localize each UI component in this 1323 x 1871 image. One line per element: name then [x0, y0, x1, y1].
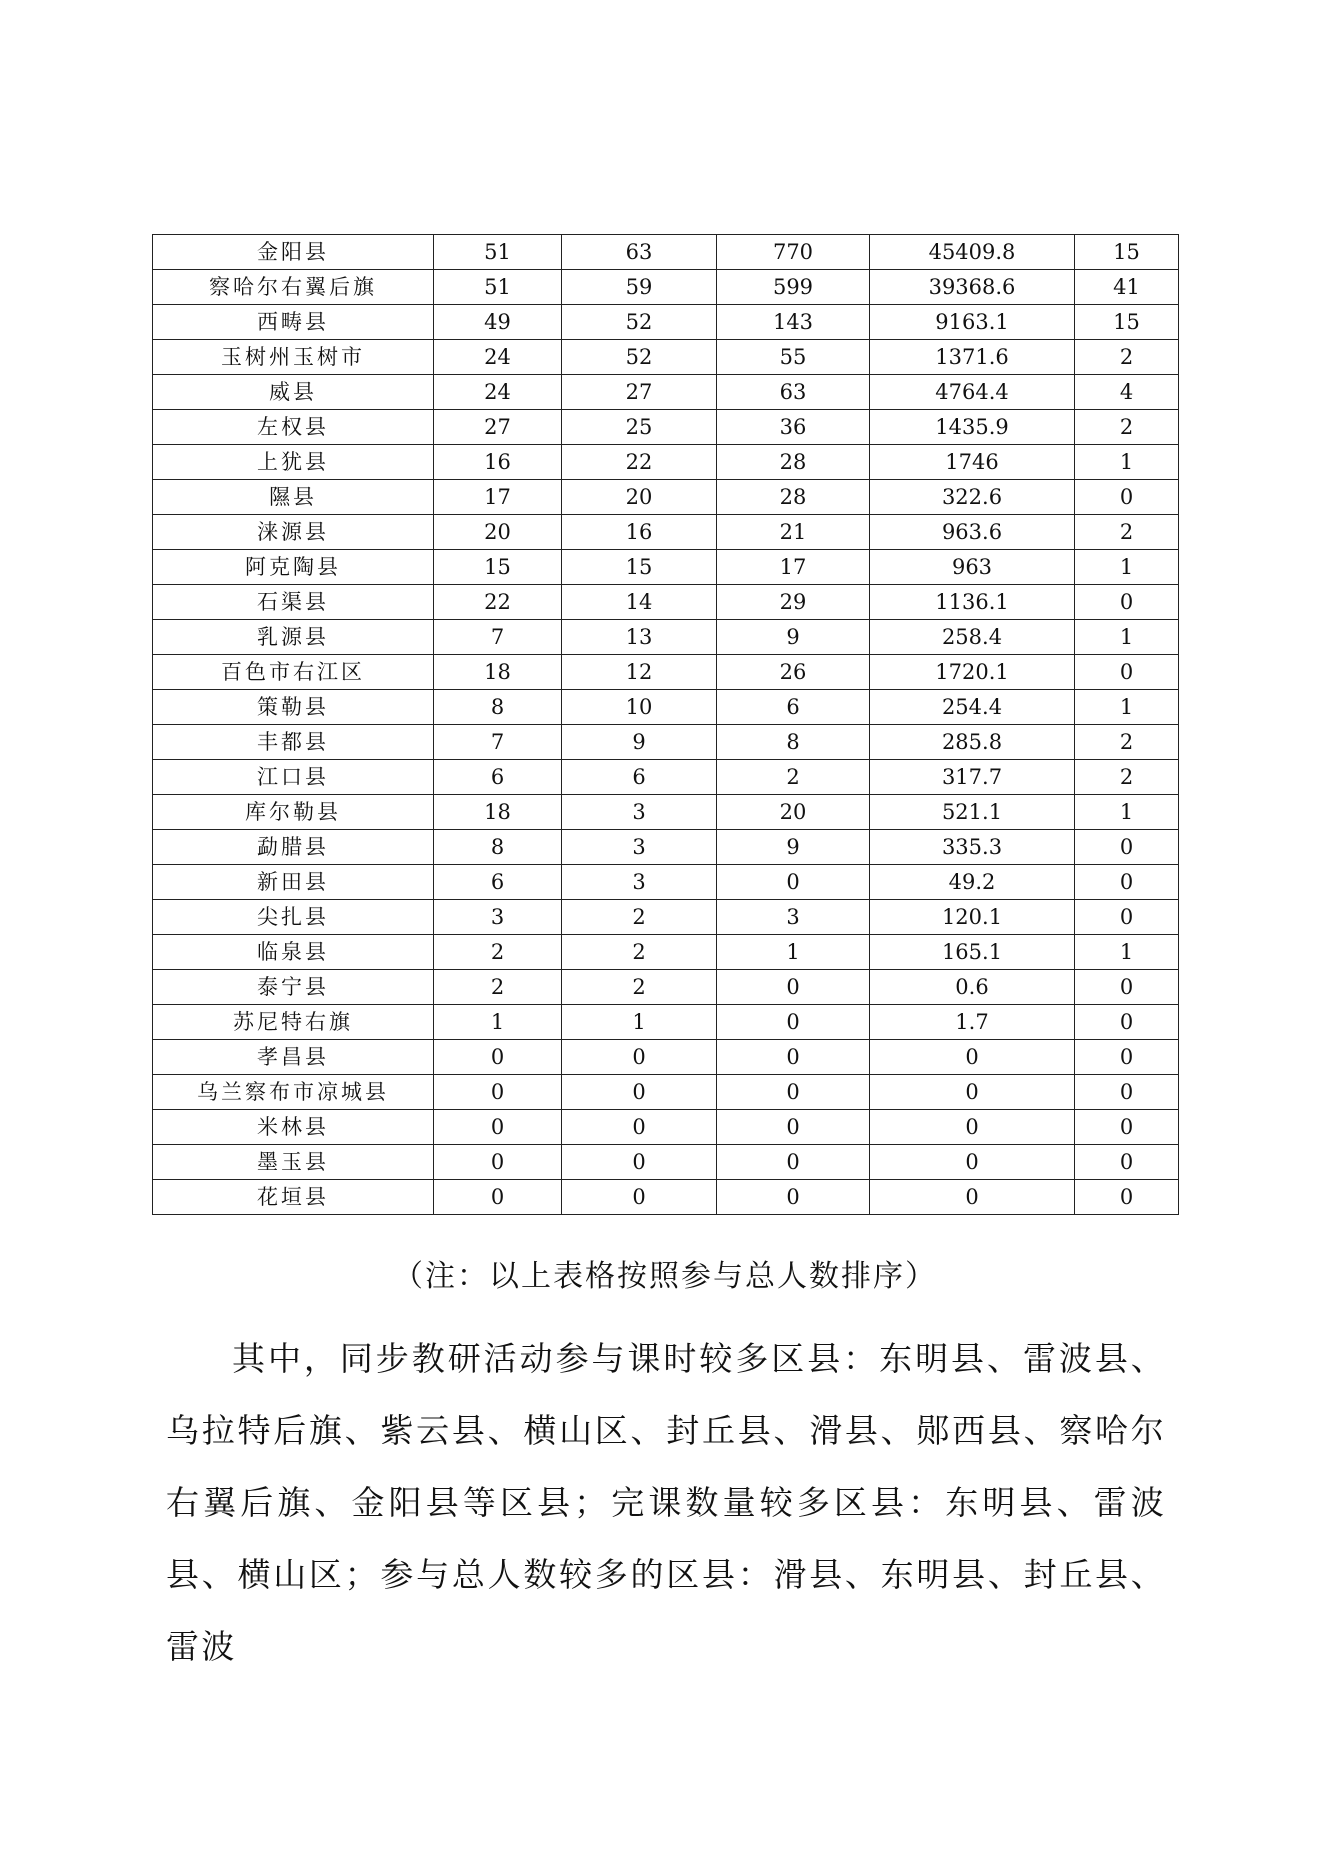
table-row: [153, 830, 1179, 865]
table-cell: 21: [717, 515, 870, 550]
table-row: [153, 235, 1179, 270]
table-cell: 963: [870, 550, 1075, 585]
table-cell: 322.6: [870, 480, 1075, 515]
county-name-cell: 江口县: [153, 760, 434, 795]
table-cell: 0: [1075, 865, 1179, 900]
table-cell: 599: [717, 270, 870, 305]
table-cell: 7: [434, 725, 562, 760]
table-cell: 27: [434, 410, 562, 445]
table-row: [153, 305, 1179, 340]
table-cell: 521.1: [870, 795, 1075, 830]
county-name-cell: 策勒县: [153, 690, 434, 725]
table-row: [153, 865, 1179, 900]
county-name-cell: 临泉县: [153, 935, 434, 970]
county-stats-table: [152, 234, 1179, 1215]
table-cell: 10: [562, 690, 717, 725]
table-cell: 8: [434, 830, 562, 865]
table-cell: 1371.6: [870, 340, 1075, 375]
table-cell: 52: [562, 340, 717, 375]
table-cell: 36: [717, 410, 870, 445]
table-cell: 41: [1075, 270, 1179, 305]
table-cell: 1720.1: [870, 655, 1075, 690]
table-cell: 0: [562, 1040, 717, 1075]
table-cell: 45409.8: [870, 235, 1075, 270]
county-name-cell: 新田县: [153, 865, 434, 900]
table-cell: 51: [434, 270, 562, 305]
table-cell: 0: [717, 1005, 870, 1040]
table-cell: 63: [562, 235, 717, 270]
table-row: [153, 1075, 1179, 1110]
table-cell: 2: [434, 970, 562, 1005]
table-cell: 1: [717, 935, 870, 970]
table-cell: 26: [717, 655, 870, 690]
summary-paragraph: 其中，同步教研活动参与课时较多区县：东明县、雷波县、乌拉特后旗、紫云县、横山区、封丘县、滑县、郧西县、察哈尔右翼后旗、金阳县等区县；完课数量较多区县：东明县、雷波县、横山区；参与总人数较多的区县：滑县、东明县、封丘县、雷波: [166, 1339, 1166, 1666]
table-cell: 0: [870, 1145, 1075, 1180]
table-cell: 2: [717, 760, 870, 795]
table-cell: 0: [870, 1180, 1075, 1215]
table-row: [153, 340, 1179, 375]
county-name-cell: 隰县: [153, 480, 434, 515]
table-cell: 165.1: [870, 935, 1075, 970]
table-cell: 0: [434, 1075, 562, 1110]
table-cell: 29: [717, 585, 870, 620]
table-cell: 6: [434, 865, 562, 900]
table-row: [153, 410, 1179, 445]
county-name-cell: 察哈尔右翼后旗: [153, 270, 434, 305]
table-cell: 1: [1075, 795, 1179, 830]
table-cell: 1: [1075, 550, 1179, 585]
table-note: （注：以上表格按照参与总人数排序）: [393, 1259, 937, 1294]
table-cell: 22: [562, 445, 717, 480]
table-row: [153, 690, 1179, 725]
table-cell: 0: [1075, 480, 1179, 515]
county-name-cell: 阿克陶县: [153, 550, 434, 585]
table-row: [153, 375, 1179, 410]
table-cell: 15: [434, 550, 562, 585]
table-cell: 0: [434, 1110, 562, 1145]
table-cell: 0: [1075, 830, 1179, 865]
table-cell: 2: [1075, 340, 1179, 375]
table-cell: 59: [562, 270, 717, 305]
table-row: [153, 1145, 1179, 1180]
county-name-cell: 玉树州玉树市: [153, 340, 434, 375]
table-body: [153, 235, 1179, 1215]
table-cell: 0.6: [870, 970, 1075, 1005]
table-cell: 49.2: [870, 865, 1075, 900]
table-cell: 0: [1075, 970, 1179, 1005]
table-cell: 0: [434, 1040, 562, 1075]
table-cell: 6: [562, 760, 717, 795]
table-row: [153, 550, 1179, 585]
table-cell: 12: [562, 655, 717, 690]
table-cell: 28: [717, 480, 870, 515]
table-cell: 6: [717, 690, 870, 725]
table-cell: 20: [434, 515, 562, 550]
table-cell: 0: [870, 1040, 1075, 1075]
table-cell: 0: [1075, 1005, 1179, 1040]
county-name-cell: 孝昌县: [153, 1040, 434, 1075]
table-cell: 9163.1: [870, 305, 1075, 340]
table-row: [153, 620, 1179, 655]
table-cell: 1136.1: [870, 585, 1075, 620]
table-row: [153, 515, 1179, 550]
table-cell: 3: [717, 900, 870, 935]
table-cell: 0: [717, 1110, 870, 1145]
table-cell: 63: [717, 375, 870, 410]
table-cell: 2: [434, 935, 562, 970]
table-row: [153, 270, 1179, 305]
table-cell: 1.7: [870, 1005, 1075, 1040]
table-row: [153, 1005, 1179, 1040]
table-row: [153, 900, 1179, 935]
table-cell: 1: [1075, 690, 1179, 725]
county-name-cell: 威县: [153, 375, 434, 410]
table-cell: 2: [562, 970, 717, 1005]
table-cell: 0: [717, 1145, 870, 1180]
table-cell: 0: [870, 1075, 1075, 1110]
table-cell: 1: [434, 1005, 562, 1040]
table-cell: 9: [562, 725, 717, 760]
table-cell: 0: [1075, 655, 1179, 690]
table-cell: 1: [1075, 935, 1179, 970]
county-name-cell: 尖扎县: [153, 900, 434, 935]
county-name-cell: 丰都县: [153, 725, 434, 760]
table-cell: 3: [434, 900, 562, 935]
table-cell: 2: [1075, 515, 1179, 550]
table-cell: 39368.6: [870, 270, 1075, 305]
county-name-cell: 泰宁县: [153, 970, 434, 1005]
table-cell: 55: [717, 340, 870, 375]
county-name-cell: 百色市右江区: [153, 655, 434, 690]
table-cell: 1: [562, 1005, 717, 1040]
table-cell: 4764.4: [870, 375, 1075, 410]
table-cell: 14: [562, 585, 717, 620]
table-cell: 0: [562, 1110, 717, 1145]
table-cell: 20: [562, 480, 717, 515]
table-cell: 15: [1075, 235, 1179, 270]
table-cell: 51: [434, 235, 562, 270]
table-row: [153, 1180, 1179, 1215]
table-row: [153, 970, 1179, 1005]
county-name-cell: 石渠县: [153, 585, 434, 620]
table-cell: 18: [434, 795, 562, 830]
table-cell: 7: [434, 620, 562, 655]
table-cell: 0: [717, 1075, 870, 1110]
table-cell: 0: [717, 865, 870, 900]
table-cell: 2: [562, 935, 717, 970]
table-cell: 0: [1075, 1040, 1179, 1075]
table-cell: 963.6: [870, 515, 1075, 550]
table-cell: 2: [1075, 410, 1179, 445]
table-cell: 17: [717, 550, 870, 585]
table-cell: 16: [434, 445, 562, 480]
county-name-cell: 花垣县: [153, 1180, 434, 1215]
table-cell: 24: [434, 375, 562, 410]
table-cell: 258.4: [870, 620, 1075, 655]
table-row: [153, 1110, 1179, 1145]
table-cell: 2: [1075, 760, 1179, 795]
table-row: [153, 725, 1179, 760]
table-cell: 16: [562, 515, 717, 550]
county-name-cell: 左权县: [153, 410, 434, 445]
table-cell: 15: [1075, 305, 1179, 340]
table-cell: 9: [717, 620, 870, 655]
table-cell: 143: [717, 305, 870, 340]
table-cell: 18: [434, 655, 562, 690]
table-cell: 1: [1075, 445, 1179, 480]
county-name-cell: 苏尼特右旗: [153, 1005, 434, 1040]
county-name-cell: 库尔勒县: [153, 795, 434, 830]
table-cell: 0: [1075, 1075, 1179, 1110]
table-row: [153, 795, 1179, 830]
table-cell: 2: [562, 900, 717, 935]
table-cell: 0: [562, 1145, 717, 1180]
table-cell: 120.1: [870, 900, 1075, 935]
table-row: [153, 480, 1179, 515]
table-cell: 1: [1075, 620, 1179, 655]
table-row: [153, 1040, 1179, 1075]
table-cell: 15: [562, 550, 717, 585]
table-row: [153, 655, 1179, 690]
table-cell: 317.7: [870, 760, 1075, 795]
table-cell: 17: [434, 480, 562, 515]
table-cell: 0: [717, 1180, 870, 1215]
table-cell: 335.3: [870, 830, 1075, 865]
county-name-cell: 上犹县: [153, 445, 434, 480]
county-name-cell: 乌兰察布市凉城县: [153, 1075, 434, 1110]
table-cell: 20: [717, 795, 870, 830]
table-cell: 0: [562, 1075, 717, 1110]
table-cell: 4: [1075, 375, 1179, 410]
table-cell: 22: [434, 585, 562, 620]
county-name-cell: 米林县: [153, 1110, 434, 1145]
table-cell: 254.4: [870, 690, 1075, 725]
table-cell: 8: [434, 690, 562, 725]
table-cell: 1746: [870, 445, 1075, 480]
table-row: [153, 585, 1179, 620]
table-cell: 3: [562, 865, 717, 900]
county-name-cell: 涞源县: [153, 515, 434, 550]
county-name-cell: 金阳县: [153, 235, 434, 270]
table-cell: 13: [562, 620, 717, 655]
table-cell: 8: [717, 725, 870, 760]
table-cell: 3: [562, 795, 717, 830]
table-cell: 27: [562, 375, 717, 410]
table-cell: 6: [434, 760, 562, 795]
table-row: [153, 760, 1179, 795]
table-cell: 9: [717, 830, 870, 865]
table-cell: 285.8: [870, 725, 1075, 760]
table-cell: 0: [434, 1180, 562, 1215]
table-cell: 0: [1075, 900, 1179, 935]
table-cell: 0: [1075, 1110, 1179, 1145]
table-cell: 2: [1075, 725, 1179, 760]
table-cell: 24: [434, 340, 562, 375]
table-cell: 0: [1075, 585, 1179, 620]
table-cell: 770: [717, 235, 870, 270]
table-cell: 0: [434, 1145, 562, 1180]
county-name-cell: 乳源县: [153, 620, 434, 655]
table-cell: 0: [870, 1110, 1075, 1145]
county-name-cell: 西畴县: [153, 305, 434, 340]
table-cell: 3: [562, 830, 717, 865]
table-cell: 0: [1075, 1180, 1179, 1215]
county-name-cell: 墨玉县: [153, 1145, 434, 1180]
table-cell: 49: [434, 305, 562, 340]
table-cell: 0: [717, 1040, 870, 1075]
table-cell: 25: [562, 410, 717, 445]
table-cell: 52: [562, 305, 717, 340]
table-row: [153, 445, 1179, 480]
table-cell: 1435.9: [870, 410, 1075, 445]
table-cell: 0: [562, 1180, 717, 1215]
table-cell: 0: [717, 970, 870, 1005]
table-cell: 28: [717, 445, 870, 480]
table-cell: 0: [1075, 1145, 1179, 1180]
county-name-cell: 勐腊县: [153, 830, 434, 865]
table-row: [153, 935, 1179, 970]
